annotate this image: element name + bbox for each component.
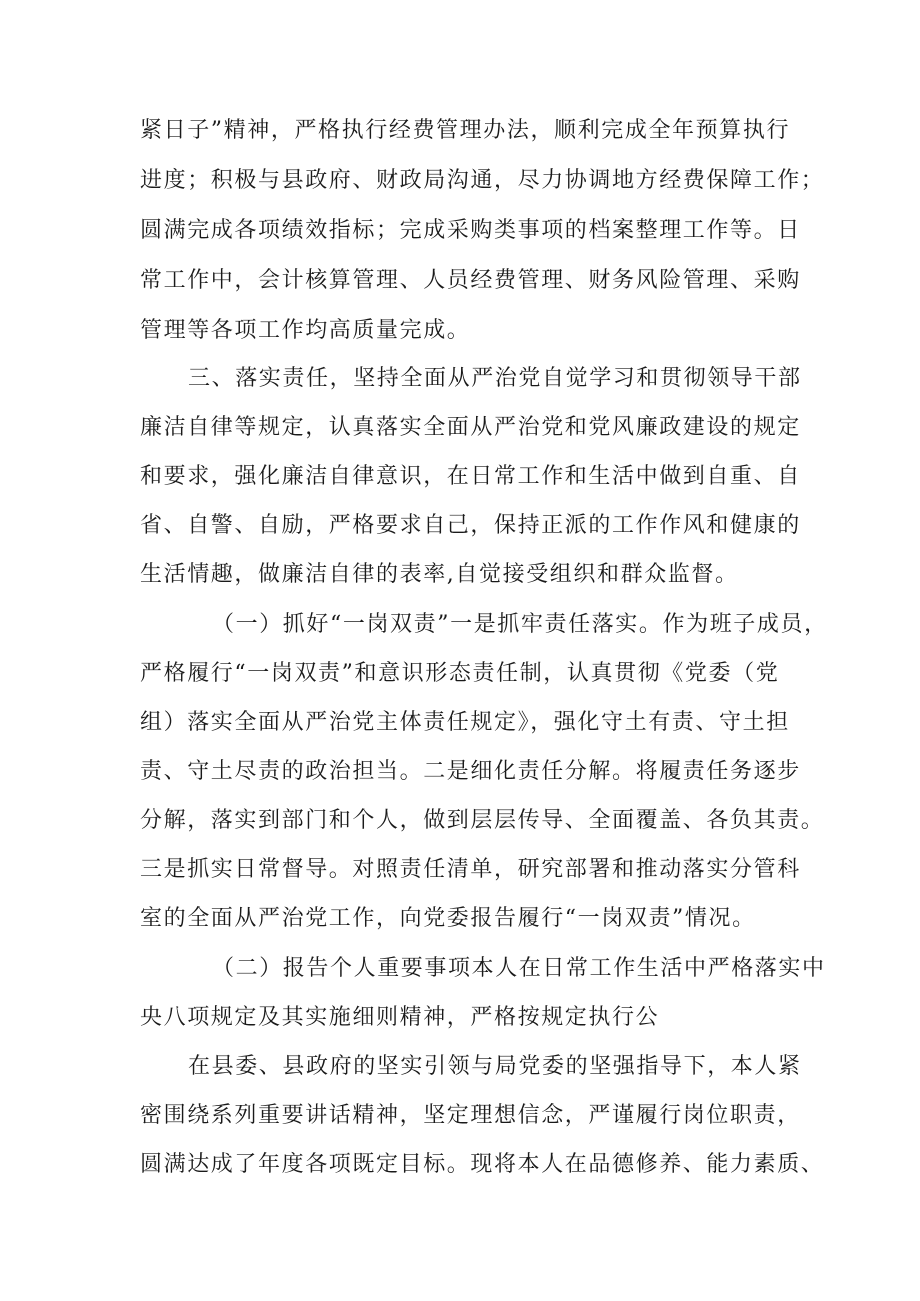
text-line: 省、自警、自励，严格要求自己，保持正派的工作作风和健康的: [140, 513, 801, 538]
text-line: 紧日子”精神，严格执行经费管理办法，顺利完成全年预算执行: [140, 118, 791, 143]
text-line: 室的全面从严治党工作，向党委报告履行“一岗双责”情况。: [140, 906, 756, 931]
text-line: 生活情趣，做廉洁自律的表率,自觉接受组织和群众监督。: [140, 562, 739, 587]
text-line: 严格履行“一岗双责”和意识形态责任制，认真贯彻《党委（党: [140, 661, 780, 686]
text-line: 常工作中，会计核算管理、人员经费管理、财务风险管理、采购: [140, 268, 801, 293]
text-line: 廉洁自律等规定，认真落实全面从严治党和党风廉政建设的规定: [140, 415, 801, 440]
text-line: 分解，落实到部门和个人，做到层层传导、全面覆盖、各负其责。: [140, 808, 825, 833]
subsection-heading-1: （一）抓好“一岗双责”一是抓牢责任落实。作为班子成员，: [212, 612, 828, 637]
subsection-heading-2: （二）报告个人重要事项本人在日常工作生活中严格落实中: [212, 956, 826, 981]
text-line: 密围绕系列重要讲话精神，坚定理想信念，严谨履行岗位职责，: [140, 1103, 801, 1128]
paragraph-start: 在县委、县政府的坚实引领与局党委的坚强指导下，本人紧: [188, 1054, 802, 1079]
text-line: 圆满完成各项绩效指标；完成采购类事项的档案整理工作等。日: [140, 218, 801, 243]
text-line: 管理等各项工作均高质量完成。: [140, 318, 471, 343]
text-line: 进度；积极与县政府、财政局沟通，尽力协调地方经费保障工作；: [140, 168, 825, 193]
text-line: 责、守土尽责的政治担当。二是细化责任分解。将履责任务逐步: [140, 759, 801, 784]
text-line: 组）落实全面从严治党主体责任规定》，强化守土有责、守土担: [140, 710, 790, 735]
text-line: 和要求，强化廉洁自律意识，在日常工作和生活中做到自重、自: [140, 464, 801, 489]
text-line: 央八项规定及其实施细则精神，严格按规定执行公: [140, 1005, 660, 1030]
text-line: 三是抓实日常督导。对照责任清单，研究部署和推动落实分管科: [140, 857, 801, 882]
section-heading-3: 三、落实责任，坚持全面从严治党自觉学习和贯彻领导干部: [188, 366, 802, 391]
text-line: 圆满达成了年度各项既定目标。现将本人在品德修养、能力素质、: [140, 1152, 825, 1177]
